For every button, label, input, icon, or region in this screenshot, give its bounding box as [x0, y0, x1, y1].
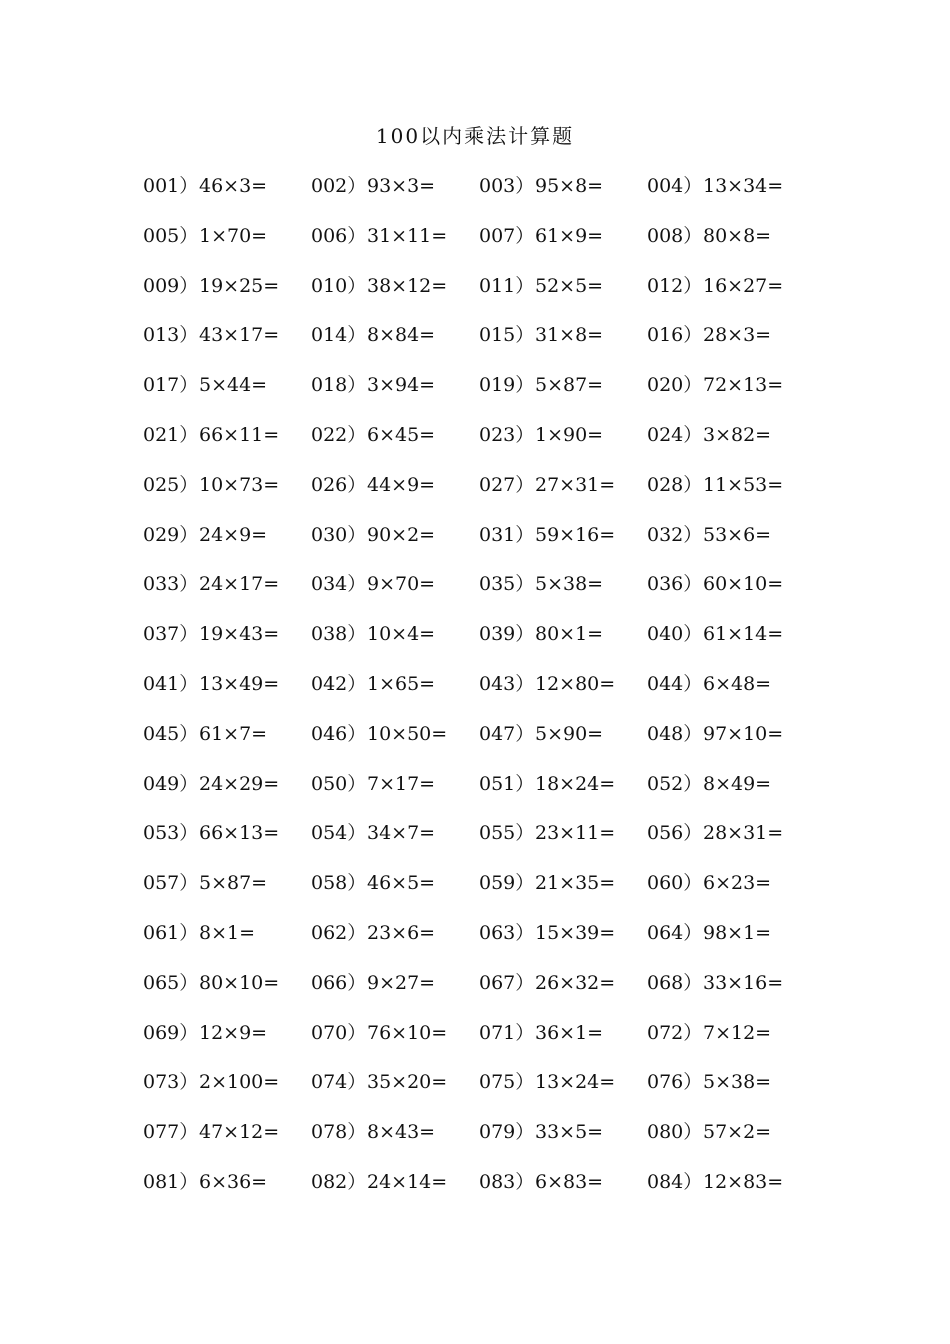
problem-item	[479, 1114, 647, 1164]
problem-expression: 3×94=	[367, 374, 436, 397]
problem-item	[143, 268, 311, 318]
problem-item	[647, 566, 843, 616]
problem-item	[647, 168, 843, 218]
problem-item	[479, 666, 647, 716]
problem-number: 023）	[479, 423, 535, 446]
problem-expression: 35×20=	[367, 1071, 448, 1094]
problem-expression: 23×6=	[367, 921, 436, 944]
problem-number: 058）	[311, 872, 367, 895]
problem-expression: 12×83=	[703, 1170, 784, 1193]
problem-expression: 8×1=	[199, 921, 256, 944]
problem-expression: 66×11=	[199, 423, 280, 446]
problem-number: 008）	[647, 224, 703, 247]
problem-item	[311, 616, 479, 666]
problem-number: 036）	[647, 573, 703, 596]
problem-item	[479, 467, 647, 517]
problem-item	[479, 815, 647, 865]
problem-number: 052）	[647, 772, 703, 795]
problem-expression: 5×38=	[703, 1071, 772, 1094]
problem-item	[311, 566, 479, 616]
problem-expression: 9×27=	[367, 971, 436, 994]
problem-item	[143, 218, 311, 268]
problem-item	[647, 616, 843, 666]
problem-expression: 52×5=	[535, 274, 604, 297]
problem-expression: 8×49=	[703, 772, 772, 795]
problem-expression: 93×3=	[367, 175, 436, 197]
problem-expression: 7×12=	[703, 1021, 772, 1044]
problem-expression: 97×10=	[703, 722, 784, 745]
problem-expression: 61×9=	[535, 224, 604, 247]
problem-number: 066）	[311, 971, 367, 994]
problem-expression: 98×1=	[703, 921, 772, 944]
problem-expression: 15×39=	[535, 921, 616, 944]
problem-item	[311, 417, 479, 467]
problem-item	[311, 317, 479, 367]
problem-item	[647, 1164, 843, 1214]
problem-item	[143, 716, 311, 766]
problem-number: 049）	[143, 772, 199, 795]
problem-number: 006）	[311, 224, 367, 247]
problem-number: 079）	[479, 1121, 535, 1144]
problem-expression: 1×90=	[535, 423, 604, 446]
problem-expression: 7×17=	[367, 772, 436, 795]
problem-item	[143, 1114, 311, 1164]
problem-item	[479, 317, 647, 367]
problem-expression: 2×100=	[199, 1071, 280, 1094]
problem-expression: 26×32=	[535, 971, 616, 994]
page-title: 100以内乘法计算题	[375, 124, 575, 148]
problem-item	[647, 517, 843, 567]
problem-number: 032）	[647, 523, 703, 546]
problem-number: 004）	[647, 175, 703, 197]
problem-item	[479, 965, 647, 1015]
problem-expression: 31×11=	[367, 224, 448, 247]
problem-expression: 6×36=	[199, 1170, 268, 1193]
problem-expression: 5×87=	[199, 872, 268, 895]
problem-grid	[143, 168, 843, 1214]
problem-item	[479, 268, 647, 318]
problem-item	[479, 915, 647, 965]
problem-item	[143, 815, 311, 865]
problem-item	[647, 965, 843, 1015]
problem-item	[143, 168, 311, 218]
problem-expression: 24×9=	[199, 523, 268, 546]
problem-item	[479, 566, 647, 616]
problem-expression: 33×16=	[703, 971, 784, 994]
problem-number: 027）	[479, 473, 535, 496]
problem-item	[311, 218, 479, 268]
problem-number: 047）	[479, 722, 535, 745]
problem-item	[143, 915, 311, 965]
problem-number: 080）	[647, 1121, 703, 1144]
problem-item	[311, 1015, 479, 1065]
problem-expression: 5×38=	[535, 573, 604, 596]
problem-expression: 9×70=	[367, 573, 436, 596]
problem-item	[479, 1064, 647, 1114]
problem-expression: 95×8=	[535, 175, 604, 197]
problem-expression: 80×10=	[199, 971, 280, 994]
problem-number: 014）	[311, 324, 367, 347]
problem-number: 051）	[479, 772, 535, 795]
problem-item	[479, 168, 647, 218]
problem-number: 077）	[143, 1121, 199, 1144]
problem-number: 040）	[647, 623, 703, 646]
problem-item	[143, 517, 311, 567]
problem-number: 033）	[143, 573, 199, 596]
problem-expression: 11×53=	[703, 473, 784, 496]
problem-item	[143, 317, 311, 367]
problem-expression: 1×65=	[367, 672, 436, 695]
problem-number: 069）	[143, 1021, 199, 1044]
problem-item	[143, 467, 311, 517]
problem-item	[311, 517, 479, 567]
problem-expression: 5×44=	[199, 374, 268, 397]
problem-item	[479, 766, 647, 816]
problem-item	[311, 367, 479, 417]
problem-expression: 6×23=	[703, 872, 772, 895]
problem-item	[479, 367, 647, 417]
problem-item	[311, 865, 479, 915]
problem-item	[647, 317, 843, 367]
problem-number: 078）	[311, 1121, 367, 1144]
problem-number: 044）	[647, 672, 703, 695]
problem-number: 055）	[479, 822, 535, 845]
problem-item	[143, 766, 311, 816]
problem-item	[647, 815, 843, 865]
problem-number: 001）	[143, 175, 199, 197]
problem-expression: 3×82=	[703, 423, 772, 446]
problem-item	[311, 1164, 479, 1214]
problem-number: 041）	[143, 672, 199, 695]
problem-expression: 27×31=	[535, 473, 616, 496]
problem-expression: 5×90=	[535, 722, 604, 745]
problem-number: 005）	[143, 224, 199, 247]
problem-number: 083）	[479, 1170, 535, 1193]
problem-expression: 19×25=	[199, 274, 280, 297]
problem-number: 082）	[311, 1170, 367, 1193]
problem-item	[479, 865, 647, 915]
problem-expression: 28×3=	[703, 324, 772, 347]
problem-item	[647, 666, 843, 716]
problem-number: 011）	[479, 274, 535, 297]
problem-item	[311, 268, 479, 318]
problem-number: 060）	[647, 872, 703, 895]
problem-item	[647, 1114, 843, 1164]
problem-number: 046）	[311, 722, 367, 745]
problem-number: 045）	[143, 722, 199, 745]
problem-item	[647, 1064, 843, 1114]
problem-number: 068）	[647, 971, 703, 994]
problem-expression: 1×70=	[199, 224, 268, 247]
problem-expression: 46×5=	[367, 872, 436, 895]
problem-item	[479, 616, 647, 666]
problem-expression: 24×14=	[367, 1170, 448, 1193]
problem-expression: 6×48=	[703, 672, 772, 695]
problem-number: 013）	[143, 324, 199, 347]
problem-item	[143, 1015, 311, 1065]
problem-expression: 8×43=	[367, 1121, 436, 1144]
problem-item	[143, 1064, 311, 1114]
problem-expression: 80×1=	[535, 623, 604, 646]
problem-expression: 53×6=	[703, 523, 772, 546]
problem-item	[647, 367, 843, 417]
problem-expression: 10×73=	[199, 473, 280, 496]
problem-expression: 43×17=	[199, 324, 280, 347]
problem-item	[311, 168, 479, 218]
problem-item	[479, 218, 647, 268]
problem-item	[647, 417, 843, 467]
problem-number: 073）	[143, 1071, 199, 1094]
problem-expression: 24×29=	[199, 772, 280, 795]
problem-expression: 13×34=	[703, 175, 784, 197]
problem-expression: 33×5=	[535, 1121, 604, 1144]
problem-expression: 13×24=	[535, 1071, 616, 1094]
problem-item	[311, 915, 479, 965]
problem-number: 021）	[143, 423, 199, 446]
problem-expression: 61×14=	[703, 623, 784, 646]
problem-expression: 19×43=	[199, 623, 280, 646]
problem-item	[143, 1164, 311, 1214]
problem-number: 010）	[311, 274, 367, 297]
problem-expression: 60×10=	[703, 573, 784, 596]
problem-item	[647, 716, 843, 766]
problem-expression: 34×7=	[367, 822, 436, 845]
problem-number: 038）	[311, 623, 367, 646]
problem-number: 067）	[479, 971, 535, 994]
problem-item	[311, 716, 479, 766]
problem-item	[143, 965, 311, 1015]
problem-expression: 13×49=	[199, 672, 280, 695]
problem-expression: 23×11=	[535, 822, 616, 845]
problem-number: 035）	[479, 573, 535, 596]
problem-number: 050）	[311, 772, 367, 795]
problem-expression: 44×9=	[367, 473, 436, 496]
problem-number: 059）	[479, 872, 535, 895]
problem-number: 020）	[647, 374, 703, 397]
problem-item	[143, 367, 311, 417]
problem-item	[143, 616, 311, 666]
problem-expression: 24×17=	[199, 573, 280, 596]
problem-number: 081）	[143, 1170, 199, 1193]
problem-number: 024）	[647, 423, 703, 446]
problem-number: 076）	[647, 1071, 703, 1094]
problem-item	[311, 1114, 479, 1164]
problem-number: 030）	[311, 523, 367, 546]
problem-number: 065）	[143, 971, 199, 994]
problem-number: 012）	[647, 274, 703, 297]
problem-number: 015）	[479, 324, 535, 347]
problem-number: 037）	[143, 623, 199, 646]
problem-expression: 38×12=	[367, 274, 448, 297]
problem-number: 048）	[647, 722, 703, 745]
problem-number: 003）	[479, 175, 535, 197]
problem-number: 072）	[647, 1021, 703, 1044]
problem-expression: 10×50=	[367, 722, 448, 745]
problem-item	[647, 766, 843, 816]
problem-item	[647, 268, 843, 318]
problem-number: 034）	[311, 573, 367, 596]
problem-number: 029）	[143, 523, 199, 546]
problem-item	[311, 666, 479, 716]
problem-expression: 6×45=	[367, 423, 436, 446]
problem-item	[647, 865, 843, 915]
problem-expression: 31×8=	[535, 324, 604, 347]
problem-item	[647, 1015, 843, 1065]
problem-expression: 59×16=	[535, 523, 616, 546]
problem-item	[311, 766, 479, 816]
problem-expression: 46×3=	[199, 175, 268, 197]
problem-item	[143, 865, 311, 915]
problem-number: 009）	[143, 274, 199, 297]
problem-expression: 66×13=	[199, 822, 280, 845]
problem-expression: 80×8=	[703, 224, 772, 247]
problem-item	[311, 815, 479, 865]
problem-item	[143, 566, 311, 616]
problem-number: 043）	[479, 672, 535, 695]
problem-expression: 6×83=	[535, 1170, 604, 1193]
problem-number: 031）	[479, 523, 535, 546]
problem-expression: 28×31=	[703, 822, 784, 845]
problem-expression: 47×12=	[199, 1121, 280, 1144]
problem-item	[143, 417, 311, 467]
problem-number: 022）	[311, 423, 367, 446]
problem-item	[647, 467, 843, 517]
problem-number: 007）	[479, 224, 535, 247]
problem-number: 075）	[479, 1071, 535, 1094]
problem-number: 028）	[647, 473, 703, 496]
problem-number: 026）	[311, 473, 367, 496]
problem-expression: 18×24=	[535, 772, 616, 795]
problem-number: 042）	[311, 672, 367, 695]
problem-number: 074）	[311, 1071, 367, 1094]
problem-number: 062）	[311, 921, 367, 944]
problem-number: 064）	[647, 921, 703, 944]
problem-expression: 57×2=	[703, 1121, 772, 1144]
problem-expression: 12×9=	[199, 1021, 268, 1044]
problem-item	[647, 218, 843, 268]
problem-item	[143, 666, 311, 716]
problem-number: 002）	[311, 175, 367, 197]
problem-number: 070）	[311, 1021, 367, 1044]
problem-number: 016）	[647, 324, 703, 347]
problem-number: 061）	[143, 921, 199, 944]
problem-item	[311, 467, 479, 517]
problem-item	[647, 915, 843, 965]
problem-expression: 5×87=	[535, 374, 604, 397]
problem-number: 056）	[647, 822, 703, 845]
problem-number: 071）	[479, 1021, 535, 1044]
problem-expression: 21×35=	[535, 872, 616, 895]
problem-number: 084）	[647, 1170, 703, 1193]
problem-item	[479, 417, 647, 467]
problem-number: 017）	[143, 374, 199, 397]
problem-expression: 8×84=	[367, 324, 436, 347]
problem-number: 025）	[143, 473, 199, 496]
problem-expression: 10×4=	[367, 623, 436, 646]
problem-item	[479, 1164, 647, 1214]
problem-item	[311, 1064, 479, 1114]
problem-number: 019）	[479, 374, 535, 397]
problem-expression: 36×1=	[535, 1021, 604, 1044]
problem-item	[479, 1015, 647, 1065]
problem-number: 053）	[143, 822, 199, 845]
problem-item	[311, 965, 479, 1015]
problem-number: 054）	[311, 822, 367, 845]
problem-number: 018）	[311, 374, 367, 397]
problem-expression: 61×7=	[199, 722, 268, 745]
problem-expression: 90×2=	[367, 523, 436, 546]
problem-expression: 76×10=	[367, 1021, 448, 1044]
problem-expression: 16×27=	[703, 274, 784, 297]
problem-item	[479, 716, 647, 766]
problem-number: 057）	[143, 872, 199, 895]
problem-item	[479, 517, 647, 567]
problem-expression: 72×13=	[703, 374, 784, 397]
problem-expression: 12×80=	[535, 672, 616, 695]
problem-number: 039）	[479, 623, 535, 646]
problem-number: 063）	[479, 921, 535, 944]
